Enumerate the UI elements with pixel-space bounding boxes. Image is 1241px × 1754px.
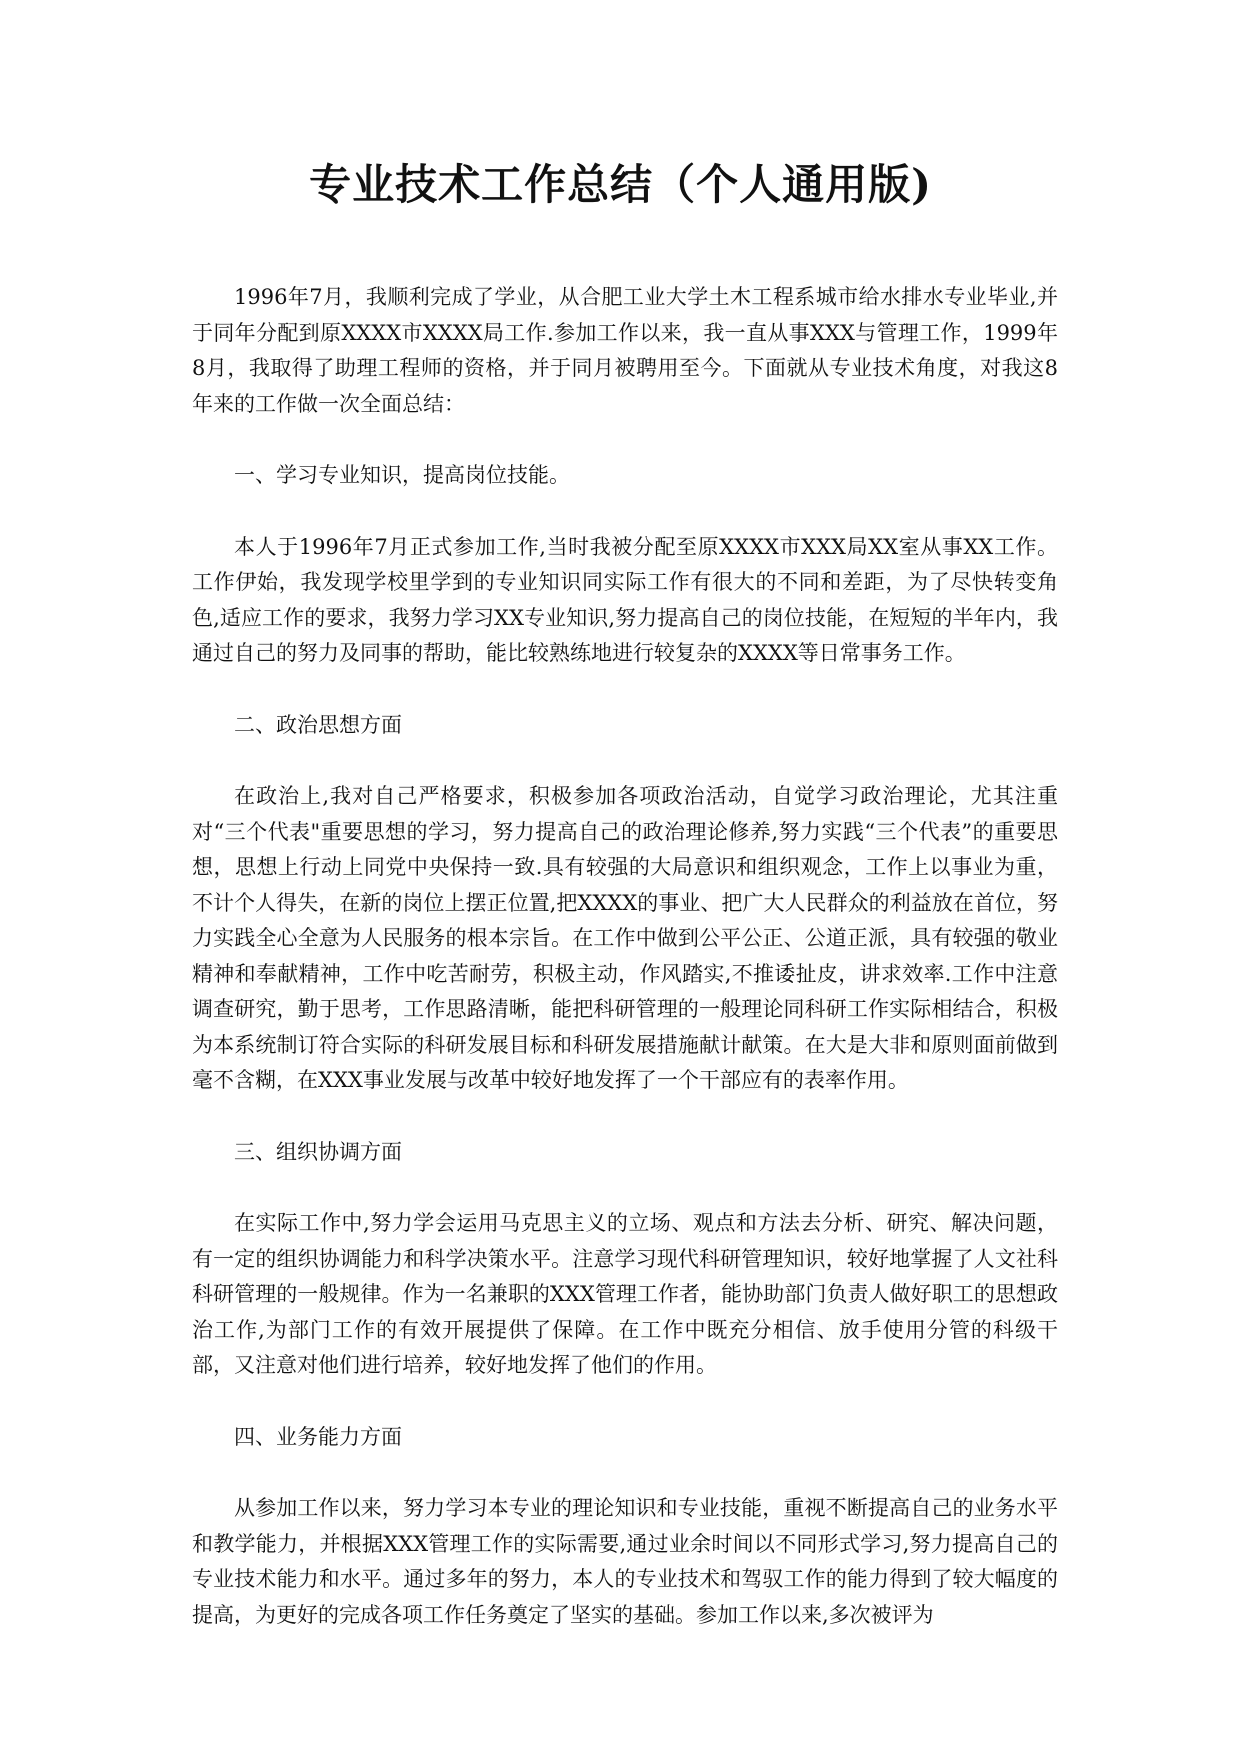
paragraph-section-2: 在政治上,我对自己严格要求，积极参加各项政治活动，自觉学习政治理论，尤其注重对“三个代表"重要思想的学习，努力提高自己的政治理论修养,努力实践“三个代表”的重要思想，思想上行动上同党中央保持一致.具有较强的大局意识和组织观念，工作上以事业为重，不计个人得失，在新的岗位上摆正位置,把XXXX的事业、把广大人民群众的利益放在首位，努力实践全心全意为人民服务的根本宗旨。在工作中做到公平公正、公道正派，具有较强的敬业精神和奉献精神，工作中吃苦耐劳，积极主动，作风踏实,不推诿扯皮，讲求效率.工作中注意调查研究，勤于思考，工作思路清晰，能把科研管理的一般理论同科研工作实际相结合，积极为本系统制订符合实际的科研发展目标和科研发展措施献计献策。在大是大非和原则面前做到毫不含糊，在XXX事业发展与改革中较好地发挥了一个干部应有的表率作用。	[192, 784, 1058, 1092]
document-title: 专业技术工作总结（个人通用版)	[309, 160, 932, 209]
section-heading-2: 二、政治思想方面	[234, 712, 402, 737]
paragraph-intro: 1996年7月，我顺利完成了学业，从合肥工业大学土木工程系城市给水排水专业毕业,并于同年分配到原XXXX市XXXX局工作.参加工作以来，我一直从事XXX与管理工作，1999年8月，我取得了助理工程师的资格，并于同月被聘用至今。下面就从专业技术角度，对我这8年来的工作做一次全面总结：	[192, 285, 1058, 416]
paragraph-section-4: 从参加工作以来，努力学习本专业的理论知识和专业技能，重视不断提高自己的业务水平和教学能力，并根据XXX管理工作的实际需要,通过业余时间以不同形式学习,努力提高自己的专业技术能力和水平。通过多年的努力，本人的专业技术和驾驭工作的能力得到了较大幅度的提高，为更好的完成各项工作任务奠定了坚实的基础。参加工作以来,多次被评为	[192, 1496, 1058, 1627]
section-heading-3: 三、组织协调方面	[234, 1139, 402, 1164]
paragraph-section-1: 本人于1996年7月正式参加工作,当时我被分配至原XXXX市XXX局XX室从事XX工作。工作伊始，我发现学校里学到的专业知识同实际工作有很大的不同和差距，为了尽快转变角色,适应工作的要求，我努力学习XX专业知识,努力提高自己的岗位技能，在短短的半年内，我通过自己的努力及同事的帮助，能比较熟练地进行较复杂的XXXX等日常事务工作。	[192, 534, 1058, 665]
section-heading-4: 四、业务能力方面	[234, 1424, 402, 1449]
paragraph-section-3: 在实际工作中,努力学会运用马克思主义的立场、观点和方法去分析、研究、解决问题，有一定的组织协调能力和科学决策水平。注意学习现代科研管理知识，较好地掌握了人文社科科研管理的一般规律。作为一名兼职的XXX管理工作者，能协助部门负责人做好职工的思想政治工作,为部门工作的有效开展提供了保障。在工作中既充分相信、放手使用分管的科级干部，又注意对他们进行培养，较好地发挥了他们的作用。	[192, 1211, 1058, 1377]
document-body	[192, 280, 1058, 1669]
section-heading-1: 一、学习专业知识，提高岗位技能。	[234, 463, 570, 487]
